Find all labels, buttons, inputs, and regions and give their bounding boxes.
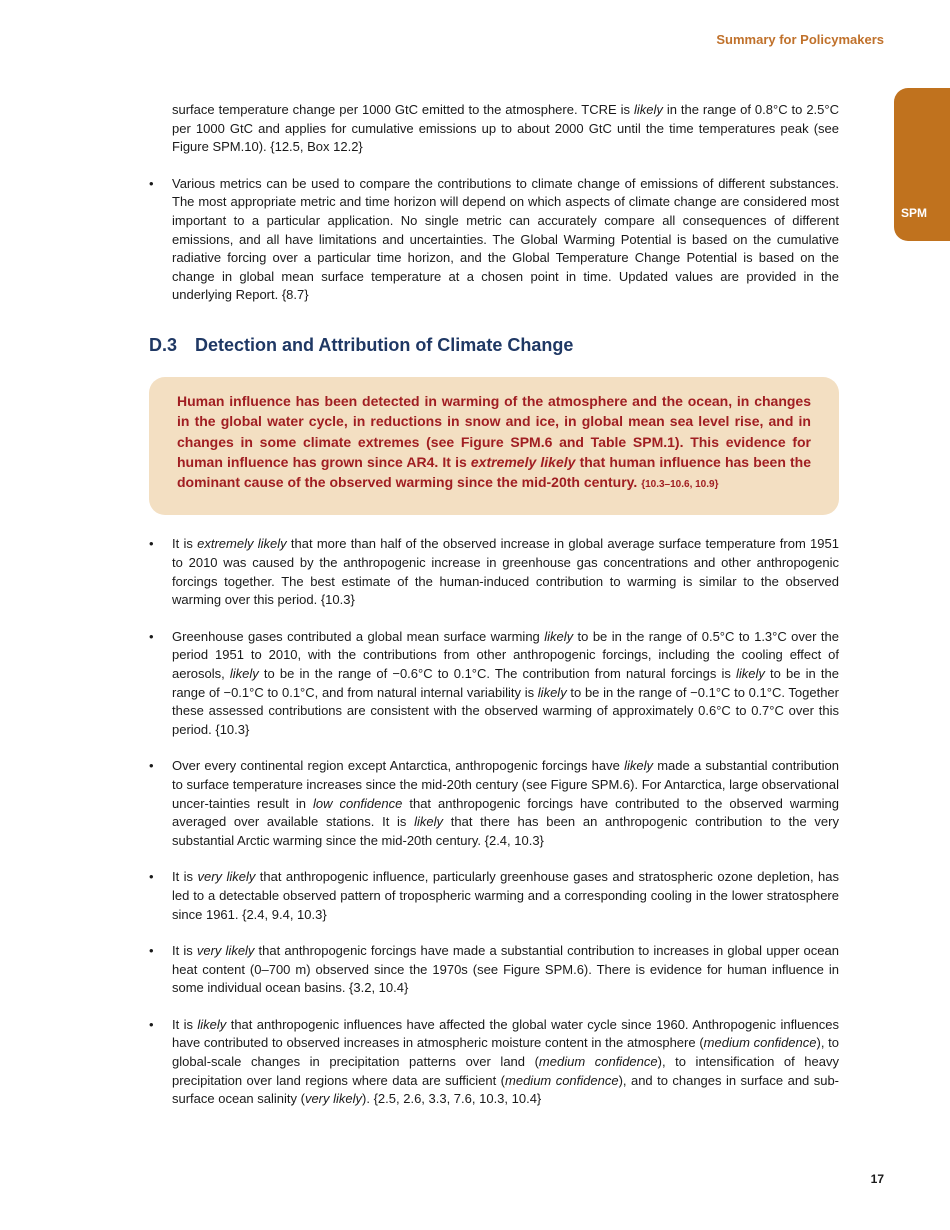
side-tab-label: SPM — [901, 206, 928, 220]
emphasis-text: very likely — [197, 869, 256, 885]
text-run: It is — [172, 943, 197, 959]
list-item-text — [172, 757, 839, 850]
text-run: to be in the range of 0.5°C to 1.3°C over the period 1951 to 2010, with the contributions from other anthropogenic forcings, including the cooling effect of aerosols, — [172, 628, 839, 681]
text-run: surface temperature change per 1000 GtC emitted to the atmosphere. TCRE is — [172, 102, 634, 117]
text-run: ). {2.5, 2.6, 3.3, 7.6, 10.3, 10.4} — [362, 1091, 542, 1107]
list-item-text — [172, 175, 839, 305]
bullet-glyph: • — [149, 175, 154, 191]
emphasis-text: likely — [229, 665, 259, 681]
intro-paragraph — [172, 101, 839, 157]
list-item — [149, 1016, 839, 1109]
emphasis-text: very likely — [304, 1091, 363, 1107]
reference-text: {10.3–10.6, 10.9} — [641, 479, 719, 491]
text-run: that there has been an anthropogenic contribution to the very substantial Arctic warming since the mid-20th century. {2.4, 10.3} — [172, 814, 839, 848]
emphasis-text: likely — [414, 814, 444, 830]
running-header: Summary for Policymakers — [716, 32, 884, 47]
list-item — [149, 175, 839, 305]
text-run: that human influence has been the dominant cause of the observed warming since the mid-20th century. — [177, 453, 812, 491]
text-run: ), and to changes in surface and sub-surface ocean salinity ( — [172, 1072, 840, 1107]
list-item-text — [172, 1016, 839, 1109]
page-body — [149, 101, 839, 1127]
list-item-text — [172, 535, 839, 609]
list-item — [149, 942, 839, 998]
list-item-text — [172, 868, 839, 924]
section-number: D.3 — [149, 334, 178, 355]
bullet-glyph: • — [149, 1016, 154, 1032]
text-run: Greenhouse gases contributed a global mean surface warming — [172, 628, 545, 644]
section-side-tab[interactable] — [894, 88, 950, 241]
text-run: Human influence has been detected in warming of the atmosphere and the ocean, in changes in the global water cycle, in reductions in snow and ice, in global mean sea level rise, and in changes in some climate extremes (see Figure SPM.6 and Table SPM.1). This evidence for human influence has grown since AR4. It is — [177, 392, 811, 470]
page-number: 17 — [870, 1172, 884, 1186]
emphasis-text: likely — [736, 665, 765, 681]
top-bullet-list — [149, 175, 839, 305]
emphasis-text: medium confidence — [703, 1035, 817, 1051]
emphasis-text: medium confidence — [538, 1054, 658, 1070]
text-run: ), to global-scale changes in precipitation patterns over land ( — [172, 1035, 839, 1070]
emphasis-text: medium confidence — [505, 1072, 619, 1088]
headline-statement-box — [149, 377, 839, 515]
section-title: Detection and Attribution of Climate Change — [195, 334, 574, 355]
emphasis-text: extremely likely — [470, 453, 576, 470]
text-run: Over every continental region except Antarctica, anthropogenic forcings have — [172, 758, 625, 774]
bullet-glyph: • — [149, 869, 154, 885]
text-run: to be in the range of −0.6°C to 0.1°C. The contribution from natural forcings is — [258, 665, 737, 681]
text-run: Various metrics can be used to compare the contributions to climate change of emissions of different substances. The most appropriate metric and time horizon will depend on which aspects of climate change are considered most important to a particular application. No single metric can accurately compare all consequences of different emissions, and all have limitations and uncertainties. The Global Warming Potential is based on the cumulative radiative forcing over a particular time horizon, and the Global Temperature Change Potential is based on the change in global mean surface temperature at a chosen point in time. Updated values are provided in the underlying Report. {8.7} — [172, 175, 839, 303]
text-run: that anthropogenic influences have affected the global water cycle since 1960. Anthropogenic influences have contributed to observed increases in atmospheric moisture content in the atmosphere ( — [172, 1016, 839, 1051]
list-item — [149, 535, 839, 609]
text-run: ), to intensification of heavy precipitation over land regions where data are sufficient ( — [172, 1054, 839, 1088]
list-item — [149, 757, 839, 850]
text-run: in the range of 0.8°C to 2.5°C per 1000 GtC and applies for cumulative emissions up to about 2000 GtC until the time temperatures peak (see Figure SPM.10). {12.5, Box 12.2} — [172, 102, 839, 155]
emphasis-text: likely — [197, 1016, 227, 1032]
bullet-glyph: • — [149, 536, 154, 552]
bullet-glyph: • — [149, 758, 154, 774]
emphasis-text: likely — [633, 102, 663, 117]
text-run: that anthropogenic forcings have contributed to the observed warming averaged over available stations. It is — [172, 795, 839, 830]
text-run: that anthropogenic influence, particularly greenhouse gases and stratospheric ozone depletion, has led to a detectable observed pattern of tropospheric warming and a corresponding cooling in the lower stratosphere since 1961. {2.4, 9.4, 10.3} — [172, 869, 839, 922]
emphasis-text: low confidence — [312, 795, 403, 811]
text-run: that anthropogenic forcings have made a substantial contribution to increases in global upper ocean heat content (0–700 m) observed since the 1970s (see Figure SPM.6). There is evidence for human influence in some individual ocean basins. {3.2, 10.4} — [172, 943, 839, 996]
text-run: It is — [172, 869, 198, 885]
text-run: made a substantial contribution to surface temperature increases since the mid-20th century (see Figure SPM.6). For Antarctica, large observational uncer-tainties result in — [172, 758, 839, 811]
text-run: to be in the range of −0.1°C to 0.1°C. Together these assessed contributions are consistent with the observed warming of approximately 0.6°C to 0.7°C over this period. {10.3} — [172, 684, 839, 737]
text-run: It is — [172, 1016, 198, 1032]
emphasis-text: likely — [624, 758, 653, 774]
section-heading — [149, 333, 839, 357]
bullet-glyph: • — [149, 628, 154, 644]
text-run: to be in the range of −0.1°C to 0.1°C, and from natural internal variability is — [172, 665, 839, 700]
text-run: It is — [172, 536, 198, 552]
list-item — [149, 628, 839, 740]
list-item — [149, 868, 839, 924]
list-item-text — [172, 628, 839, 740]
emphasis-text: very likely — [196, 943, 255, 959]
emphasis-text: likely — [544, 628, 574, 644]
emphasis-text: extremely likely — [197, 536, 287, 552]
bullet-list — [149, 535, 839, 1108]
emphasis-text: likely — [537, 684, 567, 700]
text-run: that more than half of the observed increase in global average surface temperature from 1951 to 2010 was caused by the anthropogenic increase in greenhouse gas concentrations and other anthropogenic forcings together. The best estimate of the human-induced contribution to warming is similar to the observed warming over this period. {10.3} — [172, 536, 839, 608]
list-item-text — [172, 942, 839, 998]
bullet-glyph: • — [149, 943, 154, 959]
